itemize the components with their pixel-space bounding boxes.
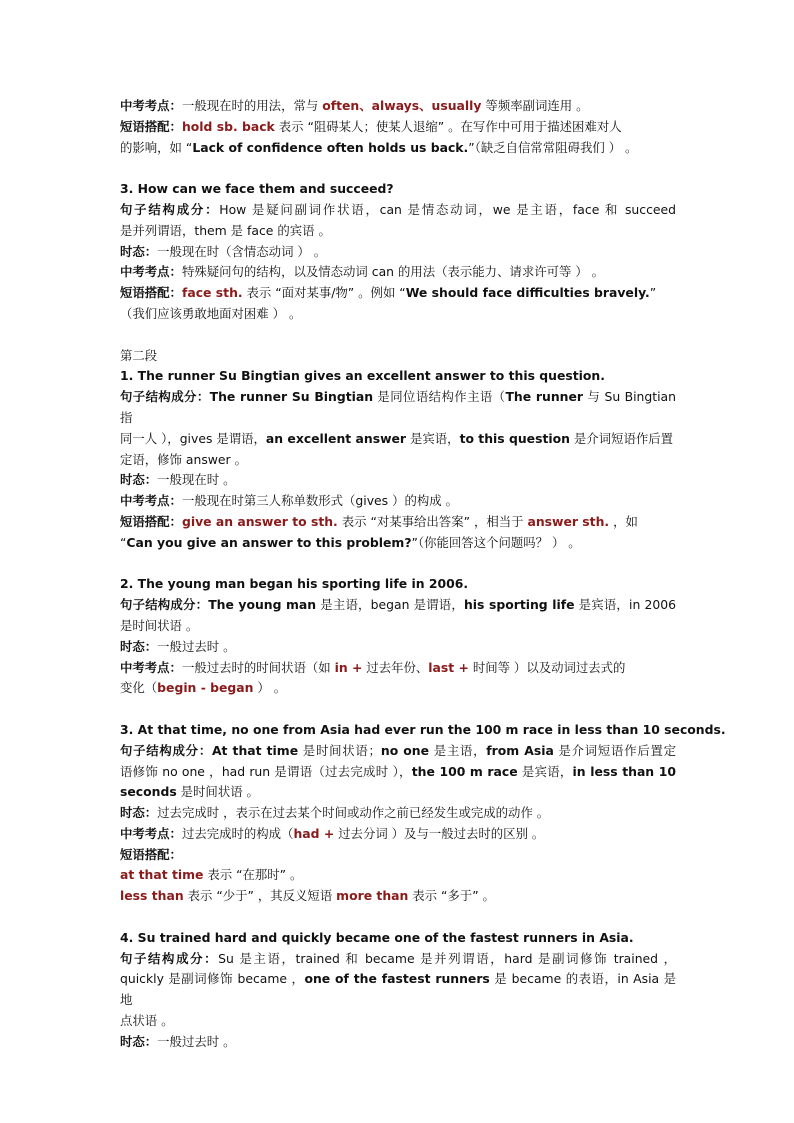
- text-segment: Su 是主语，trained 和 became 是并列谓语，hard 是副词修饰 trained ，: [218, 950, 677, 966]
- text-segment: 过去分词 ）及与一般过去时的区别 。: [334, 825, 545, 841]
- sentence-heading: 4. Su trained hard and quickly became one of the fastest runners in Asia.: [120, 929, 634, 945]
- text-line: [120, 969, 676, 1011]
- text-segment: his sporting life: [463, 597, 575, 613]
- text-line: [120, 304, 676, 325]
- text-line: [120, 242, 676, 263]
- text-segment: 是主语，began 是谓语，: [316, 597, 464, 613]
- text-segment: Lack of confidence often holds us back.: [192, 139, 469, 155]
- text-segment: 是主语，: [429, 742, 487, 758]
- text-segment: 定语，修饰 answer 。: [120, 451, 247, 467]
- sentence-heading: 1. The runner Su Bingtian gives an excellent answer to this question.: [120, 368, 605, 384]
- text-segment: seconds: [120, 784, 177, 800]
- text-line: [120, 824, 676, 845]
- text-line: [120, 117, 676, 138]
- text-segment: ”: [649, 285, 657, 301]
- text-segment: in less than 10: [572, 763, 676, 779]
- paragraph-gap: [120, 907, 676, 928]
- highlight-term: hold sb. back: [181, 118, 275, 134]
- field-label: 短语搭配：: [120, 846, 182, 862]
- text-segment: 的影响，如 “: [120, 139, 193, 155]
- text-segment: At that time: [211, 742, 299, 758]
- text-segment: 一般现在时 。: [157, 472, 236, 488]
- text-segment: 语修饰 no one ，had run 是谓语（过去完成时 ），: [120, 763, 412, 779]
- field-label: 短语搭配：: [120, 118, 182, 134]
- text-segment: an excellent answer: [265, 430, 407, 446]
- text-segment: 是同位语结构作主语（: [373, 389, 506, 405]
- highlight-term: less than: [120, 888, 184, 904]
- text-segment: 特殊疑问句的结构，以及情态动词 can 的用法（表示能力、请求许可等 ） 。: [181, 264, 605, 280]
- sentence-heading: 3. How can we face them and succeed?: [120, 181, 394, 197]
- text-line: [120, 429, 676, 450]
- text-line: [120, 782, 676, 803]
- field-label: 短语搭配：: [120, 285, 182, 301]
- text-line: [120, 803, 676, 824]
- text-segment: 是时间状语 。: [120, 617, 199, 633]
- text-segment: ） 。: [253, 680, 287, 696]
- text-segment: 表示 “在那时” 。: [203, 867, 303, 883]
- text-line: [120, 886, 676, 907]
- text-segment: “: [120, 534, 127, 550]
- text-line: [120, 366, 676, 387]
- text-segment: no one: [380, 742, 430, 758]
- text-segment: one of the fastest runners: [304, 971, 490, 987]
- text-line: [120, 928, 676, 949]
- field-label: 句子结构成分：: [120, 201, 220, 217]
- text-line: [120, 450, 676, 471]
- text-segment: 是宾语，: [406, 430, 460, 446]
- paragraph-gap: [120, 158, 676, 179]
- text-segment: 过去年份、: [362, 659, 429, 675]
- text-segment: 是宾语，: [517, 763, 573, 779]
- text-segment: The runner: [505, 389, 583, 405]
- text-line: [120, 741, 676, 762]
- text-segment: 是时间状语；: [298, 742, 381, 758]
- text-segment: The runner Su Bingtian: [209, 389, 374, 405]
- field-label: 句子结构成分：: [120, 597, 209, 613]
- text-segment: 一般现在时第三人称单数形式（gives ）的构成 。: [181, 493, 458, 509]
- text-line: [120, 865, 676, 886]
- text-segment: ”（你能回答这个问题吗？ ） 。: [411, 534, 581, 550]
- text-segment: 一般过去时 。: [157, 638, 236, 654]
- field-label: 句子结构成分：: [120, 950, 219, 966]
- text-segment: 是介词短语作后置: [569, 430, 674, 446]
- text-line: [120, 346, 676, 367]
- text-line: [120, 616, 676, 637]
- text-segment: 过去完成时的构成（: [181, 825, 294, 841]
- text-segment: the 100 m race: [411, 763, 518, 779]
- field-label: 句子结构成分：: [120, 742, 212, 758]
- field-label: 中考考点：: [120, 98, 182, 113]
- text-line: [120, 678, 676, 699]
- text-line: [120, 595, 676, 616]
- text-line: [120, 200, 676, 221]
- text-segment: quickly 是副词修饰 became ，: [120, 971, 305, 987]
- highlight-term: at that time: [120, 867, 204, 883]
- document-body: [120, 96, 726, 1053]
- text-segment: 一般现在时的用法，常与: [181, 98, 323, 113]
- text-segment: 是并列谓语，them 是 face 的宾语 。: [120, 222, 331, 238]
- text-line: [120, 720, 726, 741]
- paragraph-gap: [120, 699, 676, 720]
- text-segment: 一般过去时 。: [157, 1033, 236, 1049]
- text-segment: We should face difficulties bravely.: [405, 285, 650, 301]
- field-label: 中考考点：: [120, 825, 182, 841]
- text-line: [120, 387, 676, 429]
- field-label: 句子结构成分：: [120, 389, 210, 405]
- sentence-heading: 2. The young man began his sporting life in 2006.: [120, 576, 469, 592]
- text-line: [120, 762, 676, 783]
- highlight-term: had +: [293, 825, 335, 841]
- text-line: [120, 845, 676, 866]
- text-segment: （我们应该勇敢地面对困难 ） 。: [120, 305, 302, 321]
- text-segment: 表示 “多于” 。: [408, 888, 495, 904]
- highlight-term: last +: [428, 659, 469, 675]
- text-line: [120, 138, 676, 159]
- text-segment: 第二段: [120, 347, 158, 363]
- text-segment: 过去完成时 ，表示在过去某个时间或动作之前已经发生或完成的动作 。: [157, 805, 550, 821]
- text-segment: 是介词短语作后置定: [553, 742, 676, 758]
- field-label: 时态：: [120, 1033, 158, 1049]
- text-segment: ，如: [609, 513, 638, 529]
- highlight-term: often、always、usually: [322, 98, 482, 113]
- field-label: 时态：: [120, 472, 158, 488]
- text-line: [120, 1011, 676, 1032]
- text-segment: 表示 “阻碍某人；使某人退缩” 。在写作中可用于描述困难对人: [274, 118, 622, 134]
- field-label: 中考考点：: [120, 493, 182, 509]
- text-segment: 与 Su Bingtian 指: [120, 389, 676, 425]
- text-line: [120, 491, 676, 512]
- text-segment: 时间等 ）以及动词过去式的: [468, 659, 626, 675]
- highlight-term: more than: [336, 888, 409, 904]
- text-segment: 等频率副词连用 。: [481, 98, 589, 113]
- text-line: [120, 179, 676, 200]
- text-segment: How 是疑问副词作状语，can 是情态动词，we 是主语，face 和 succeed: [219, 201, 676, 217]
- text-line: [120, 658, 676, 679]
- field-label: 时态：: [120, 243, 158, 259]
- text-line: [120, 262, 676, 283]
- text-line: [120, 283, 676, 304]
- field-label: 中考考点：: [120, 659, 182, 675]
- highlight-term: in +: [334, 659, 363, 675]
- text-line: [120, 512, 676, 533]
- text-segment: 点状语 。: [120, 1013, 174, 1029]
- field-label: 中考考点：: [120, 264, 182, 280]
- highlight-term: begin - began: [157, 680, 254, 696]
- text-segment: 表示 “少于” ，其反义短语: [183, 888, 337, 904]
- text-line: [120, 574, 676, 595]
- text-line: [120, 637, 676, 658]
- text-segment: 一般现在时（含情态动词 ） 。: [157, 243, 327, 259]
- text-segment: 变化（: [120, 680, 158, 696]
- field-label: 时态：: [120, 805, 158, 821]
- text-line: [120, 96, 676, 117]
- text-line: [120, 1032, 676, 1053]
- text-line: [120, 949, 676, 970]
- field-label: 时态：: [120, 638, 158, 654]
- text-segment: from Asia: [486, 742, 554, 758]
- text-segment: 是时间状语 。: [176, 784, 259, 800]
- field-label: 短语搭配：: [120, 513, 182, 529]
- sentence-heading: 3. At that time, no one from Asia had ever run the 100 m race in less than 10 seconds.: [120, 721, 726, 737]
- text-segment: The young man: [208, 597, 317, 613]
- text-segment: 是宾语，in 2006: [574, 597, 677, 613]
- text-segment: 一般过去时的时间状语（如: [181, 659, 335, 675]
- text-segment: ”（缺乏自信常常阻碍我们 ） 。: [468, 139, 638, 155]
- highlight-term: face sth.: [181, 285, 243, 301]
- paragraph-gap: [120, 554, 676, 575]
- text-line: [120, 221, 676, 242]
- text-segment: Can you give an answer to this problem?: [126, 534, 412, 550]
- text-line: [120, 533, 676, 554]
- text-line: [120, 470, 676, 491]
- text-segment: 表示 “面对某事/物” 。例如 “: [242, 285, 406, 301]
- highlight-term: give an answer to sth.: [181, 513, 338, 529]
- paragraph-gap: [120, 325, 676, 346]
- highlight-term: answer sth.: [527, 513, 610, 529]
- text-segment: to this question: [459, 430, 570, 446]
- text-segment: 是 became 的表语，in Asia 是地: [120, 971, 676, 1008]
- text-segment: 同一人 ），gives 是谓语，: [120, 430, 266, 446]
- text-segment: 表示 “对某事给出答案” ，相当于: [337, 513, 528, 529]
